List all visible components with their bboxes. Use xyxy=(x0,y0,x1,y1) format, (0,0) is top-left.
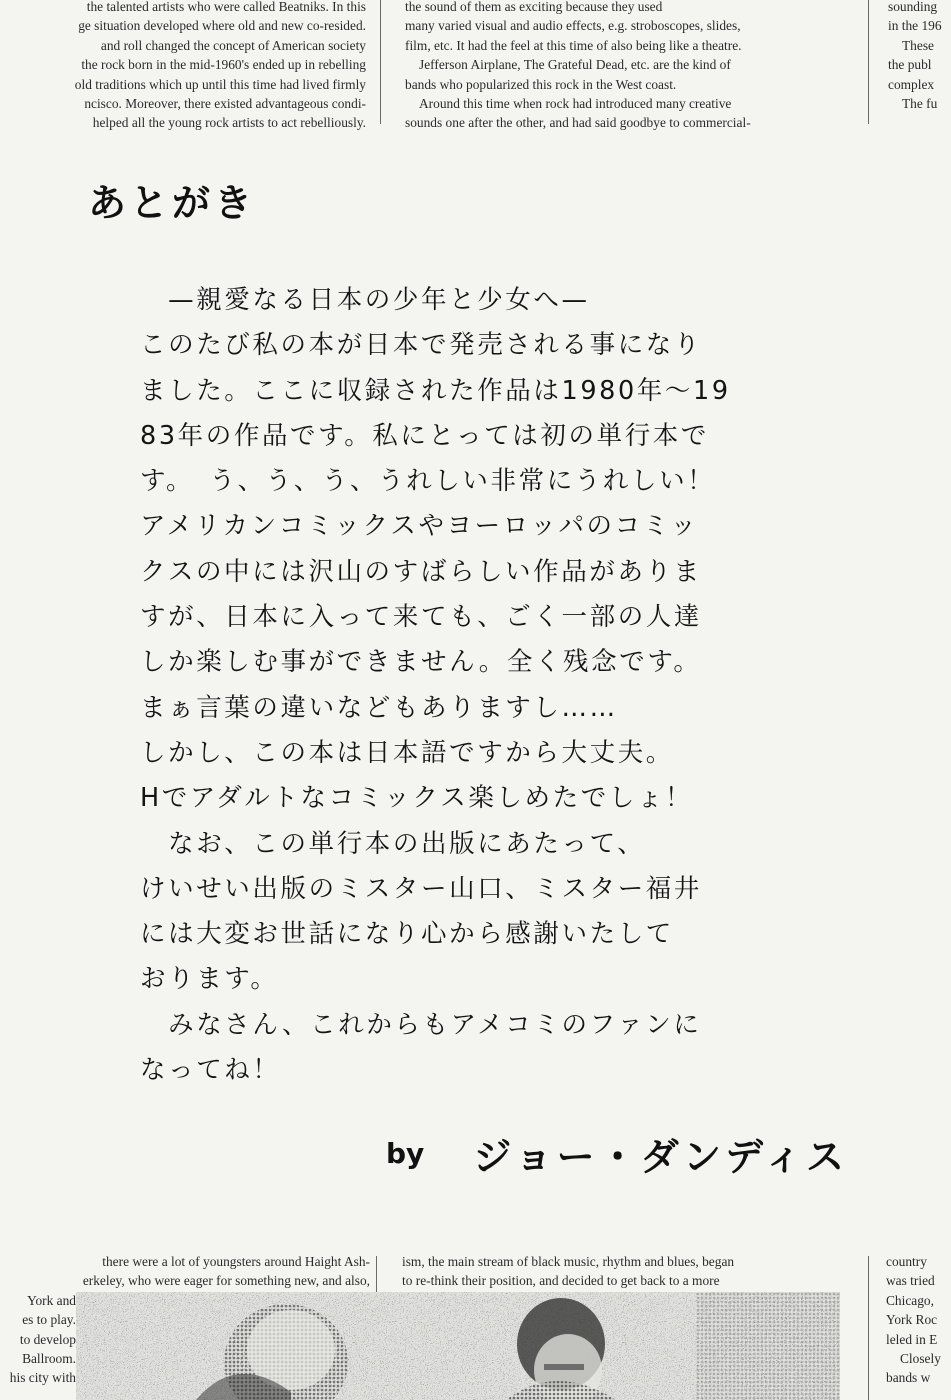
column-divider xyxy=(868,0,869,124)
article-line: in the 196 xyxy=(888,18,942,34)
article-line: Ballroom. xyxy=(22,1351,76,1367)
article-line: The fu xyxy=(902,96,938,112)
article-line: was tried xyxy=(886,1273,935,1289)
article-line: York Roc xyxy=(886,1312,938,1328)
article-line: film, etc. It had the feel at this time of also being like a theatre. xyxy=(405,37,742,53)
column-divider xyxy=(380,0,381,124)
article-line: and roll changed the concept of American society xyxy=(100,37,366,53)
body-line: おります。 xyxy=(140,964,279,995)
article-line: Jefferson Airplane, The Grateful Dead, etc. are the kind of xyxy=(419,57,731,73)
article-line: the publ xyxy=(888,57,932,73)
article-line: es to play. xyxy=(22,1312,76,1328)
top-middle-article-column xyxy=(405,0,850,133)
article-line: bands who popularized this rock in the West coast. xyxy=(405,76,677,92)
body-line: しかし、この本は日本語ですから大丈夫。 xyxy=(140,737,674,768)
article-line: helped all the young rock artists to act rebelliously. xyxy=(92,115,366,131)
body-line: けいせい出版のミスター山口、ミスター福井 xyxy=(140,873,703,904)
author-name: ジョー・ダンディス xyxy=(473,1135,848,1179)
body-line: クスの中には沢山のすばらしい作品がありま xyxy=(140,556,702,587)
article-line: to re-think their position, and decided to get back to a more xyxy=(402,1273,720,1289)
body-line: —親愛なる日本の少年と少女へ— xyxy=(140,285,590,315)
column-divider xyxy=(868,1256,869,1400)
body-line: このたび私の本が日本で発売される事になり xyxy=(140,330,703,361)
body-line: すが、日本に入って来ても、ごく一部の人達 xyxy=(140,602,703,633)
article-line: many varied visual and audio effects, e.g. stroboscopes, slides, xyxy=(405,18,741,34)
body-line: なお、この単行本の出版にあたって、 xyxy=(140,828,646,859)
halftone-photo-image xyxy=(76,1292,840,1400)
article-line: old traditions which up until this time had lived firmly xyxy=(74,76,366,92)
article-line: complex xyxy=(888,76,935,92)
body-line: なってね！ xyxy=(140,1055,281,1086)
bottom-middle-article-column xyxy=(402,1252,848,1291)
article-line: the talented artists who were called Beatniks. In this xyxy=(86,0,366,14)
body-line: しか楽しむ事ができません。全く残念です。 xyxy=(140,647,702,678)
article-line: leled in E xyxy=(886,1331,938,1347)
article-line: to develop xyxy=(19,1331,76,1347)
article-line: Closely xyxy=(900,1351,941,1367)
top-right-article-column xyxy=(888,0,951,113)
afterword-body xyxy=(140,278,780,1093)
article-line: sounds one after the other, and had said goodbye to commercial- xyxy=(405,115,751,131)
article-line: Around this time when rock had introduced many creative xyxy=(419,96,732,112)
body-line: まぁ言葉の違いなどもありますし…… xyxy=(140,692,618,723)
article-line: ge situation developed where old and new co-resided. xyxy=(78,18,366,34)
byline-by: by xyxy=(386,1137,425,1170)
article-line: York and xyxy=(27,1292,76,1308)
article-line: Chicago, xyxy=(886,1292,934,1308)
article-line: there were a lot of youngsters around Haight Ash- xyxy=(102,1254,370,1269)
article-line: ism, the main stream of black music, rhythm and blues, began xyxy=(402,1254,735,1269)
article-line: his city with xyxy=(9,1370,76,1386)
bottom-right-article-column xyxy=(886,1252,951,1388)
halftone-photo xyxy=(76,1292,840,1400)
body-line: Hでアダルトなコミックス楽しめたでしょ！ xyxy=(140,783,694,814)
author-byline xyxy=(386,1126,848,1181)
body-line: みなさん、これからもアメコミのファンに xyxy=(140,1009,702,1040)
body-line: ました。ここに収録された作品は1980年～19 xyxy=(140,375,731,406)
article-line: ncisco. Moreover, there existed advantageous condi- xyxy=(84,96,366,112)
article-line: the sound of them as exciting because they used xyxy=(405,0,663,14)
article-line: country xyxy=(886,1254,927,1269)
article-line: bands w xyxy=(886,1370,931,1386)
article-line: erkeley, who were eager for something new, and also, xyxy=(82,1273,370,1289)
article-line: These xyxy=(902,37,934,53)
body-line: アメリカンコミックスやヨーロッパのコミッ xyxy=(140,511,699,542)
body-line: 83年の作品です。私にとっては初の単行本で xyxy=(140,420,709,451)
afterword-heading: あとがき xyxy=(88,181,257,225)
body-line: には大変お世話になり心から感謝いたして xyxy=(140,919,674,950)
article-line: the rock born in the mid-1960's ended up in rebelling xyxy=(81,57,366,73)
top-left-article-column xyxy=(0,0,366,133)
article-line: sounding xyxy=(888,0,938,14)
body-line: す。 う、う、う、うれしい非常にうれしい！ xyxy=(140,466,716,497)
